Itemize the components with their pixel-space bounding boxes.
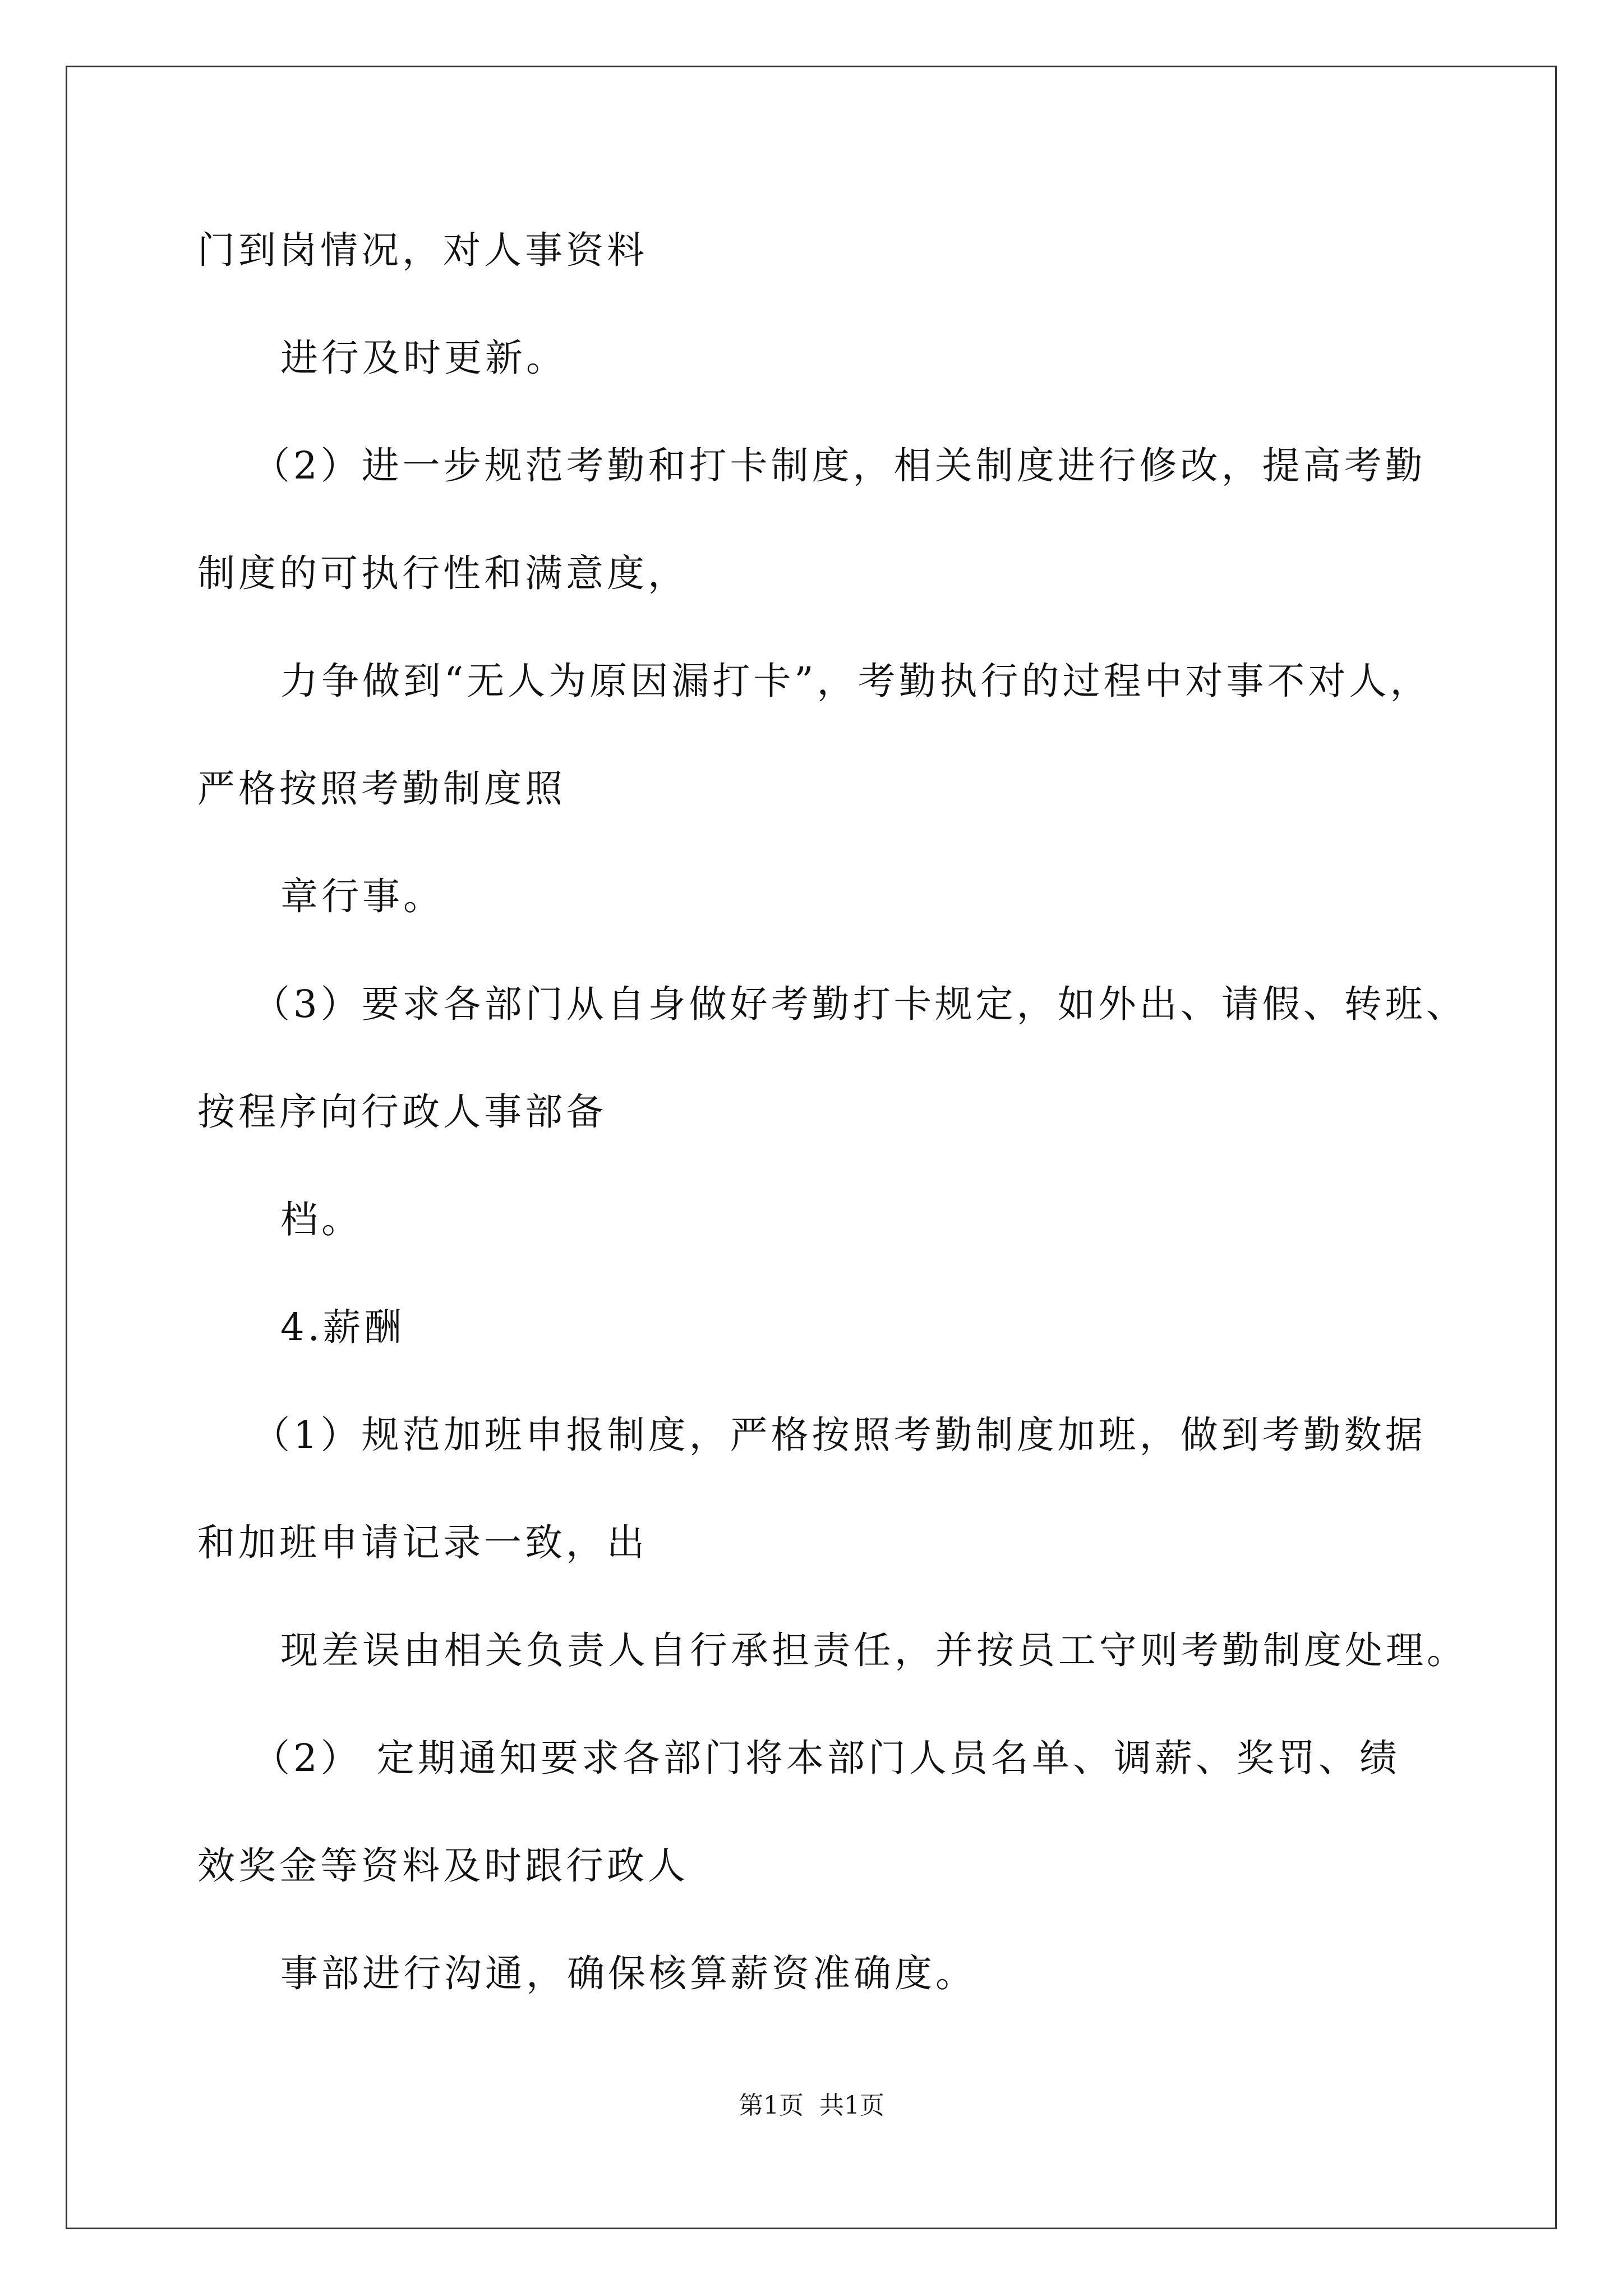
text-line: （2）进一步规范考勤和打卡制度，相关制度进行修改，提高考勤: [252, 444, 1426, 487]
text-line: 门到岗情况，对人事资料: [197, 228, 648, 272]
text-line: （1）规范加班申报制度，严格按照考勤制度加班，做到考勤数据: [252, 1413, 1426, 1457]
section-heading: 4.薪酬: [280, 1305, 405, 1349]
text-line: （3）要求各部门从自身做好考勤打卡规定，如外出、请假、转班、: [252, 982, 1467, 1026]
text-line: 现差误由相关负责人自行承担责任，并按员工守则考勤制度处理。: [280, 1628, 1468, 1672]
page-total: 共1页: [819, 2091, 884, 2120]
text-line: （2） 定期通知要求各部门将本部门人员名单、调薪、奖罚、绩: [252, 1736, 1400, 1780]
page-number: 第1页: [739, 2091, 804, 2120]
text-line: 章行事。: [280, 875, 444, 918]
text-line: 进行及时更新。: [280, 336, 567, 380]
text-line: 制度的可执行性和满意度，: [197, 551, 689, 595]
page-frame: [66, 66, 1557, 2229]
text-line: 档。: [280, 1198, 362, 1241]
text-line: 力争做到“无人为原因漏打卡”，考勤执行的过程中对事不对人，: [280, 659, 1431, 703]
page-footer: [0, 2090, 1623, 2122]
text-line: 效奖金等资料及时跟行政人: [197, 1844, 689, 1888]
text-line: 严格按照考勤制度照: [197, 767, 566, 811]
text-line: 和加班申请记录一致，出: [197, 1521, 648, 1565]
text-line: 按程序向行政人事部备: [197, 1090, 607, 1134]
text-line: 事部进行沟通，确保核算薪资准确度。: [280, 1952, 976, 1995]
